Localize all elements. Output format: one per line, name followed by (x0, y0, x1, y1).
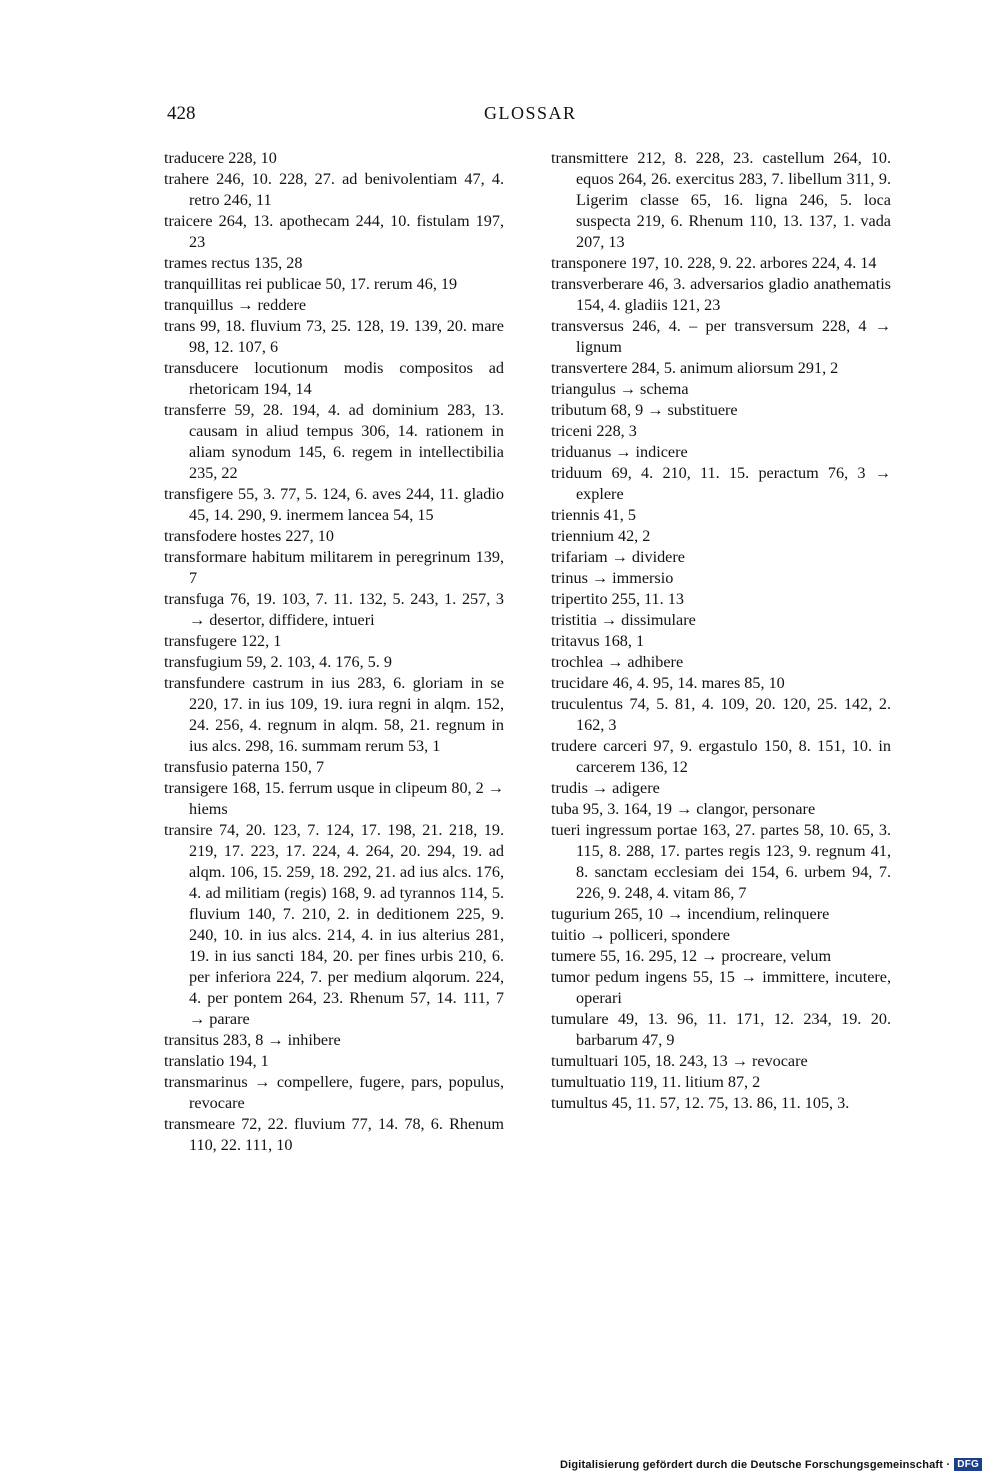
glossary-entry: tuitio → polliceri, spondere (551, 926, 730, 944)
glossary-entry: trochlea → adhibere (551, 653, 684, 671)
glossary-entry: transducere locutionum modis compositos ad rhetoricam 194, 14 (164, 359, 504, 398)
glossary-entry: tranquillus → reddere (164, 296, 307, 314)
glossary-entry: transfundere castrum in ius 283, 6. gloriam in se 220, 17. in ius 109, 19. iura regni in alqm. 152, 24. 256, 4. regnum in alqm. 58, 21. regnum in ius alcs. 298, 16. summam rerum 53, 1 (164, 674, 504, 755)
glossary-entry: tributum 68, 9 → substituere (551, 401, 738, 419)
glossary-entry: transmittere 212, 8. 228, 23. castellum 264, 10. equos 264, 26. exercitus 283, 7. libellum 311, 9. Ligerim classe 65, 16. ligna 246, 5. loca suspecta 219, 6. Rhenum 110, 13. 137, 1. vada 207, 13 (551, 149, 891, 251)
glossary-entry: transfugere 122, 1 (164, 632, 282, 650)
page-number: 428 (167, 103, 196, 124)
glossary-left-column (164, 148, 504, 1156)
glossary-entry: transmarinus → compellere, fugere, pars, populus, revocare (164, 1073, 504, 1112)
glossary-entry: translatio 194, 1 (164, 1052, 269, 1070)
glossary-entry: tripertito 255, 11. 13 (551, 590, 684, 608)
glossary-entry: tueri ingressum portae 163, 27. partes 58, 10. 65, 3. 115, 8. 288, 17. partes regis 123, 9. regnum 41, 8. sanctam ecclesiam dei 154, 6. urbem 94, 7. 226, 9. 248, 4. vitam 86, 7 (551, 821, 891, 902)
glossary-entry: trudere carceri 97, 9. ergastulo 150, 8. 151, 10. in carcerem 136, 12 (551, 737, 891, 776)
glossary-entry: traicere 264, 13. apothecam 244, 10. fistulam 197, 23 (164, 212, 504, 251)
glossary-entry: transformare habitum militarem in peregrinum 139, 7 (164, 548, 504, 587)
glossary-entry: trucidare 46, 4. 95, 14. mares 85, 10 (551, 674, 785, 692)
glossary-entry: traducere 228, 10 (164, 149, 277, 167)
funding-footer (560, 1458, 982, 1471)
glossary-entry: triceni 228, 3 (551, 422, 637, 440)
glossary-entry: transfusio paterna 150, 7 (164, 758, 325, 776)
glossary-right-column (551, 148, 891, 1114)
glossary-entry: tumultuatio 119, 11. litium 87, 2 (551, 1073, 761, 1091)
glossary-entry: transfuga 76, 19. 103, 7. 11. 132, 5. 243, 1. 257, 3 → desertor, diffidere, intueri (164, 590, 504, 629)
glossary-entry: tumor pedum ingens 55, 15 → immittere, incutere, operari (551, 968, 891, 1007)
glossary-entry: transire 74, 20. 123, 7. 124, 17. 198, 21. 218, 19. 219, 17. 223, 17. 224, 4. 264, 20. 294, 19. ad alqm. 106, 15. 259, 18. 292, 21. ad ius alcs. 176, 4. ad militiam (regis) 168, 9. ad tyrannos 114, 5. fluvium 140, 7. 210, 2. in deditionem 225, 9. 240, 10. in ius alcs. 214, 4. in ius alterius 281, 19. in ius sancti 184, 20. per fines urbis 210, 6. per inferiora 224, 7. per medium alqorum. 224, 4. per pontem 264, 23. Rhenum 57, 14. 111, 7 → parare (164, 821, 504, 1028)
glossary-entry: transmeare 72, 22. fluvium 77, 14. 78, 6. Rhenum 110, 22. 111, 10 (164, 1115, 504, 1154)
glossary-entry: trifariam → dividere (551, 548, 685, 566)
glossary-entry: trudis → adigere (551, 779, 660, 797)
glossary-entry: transverberare 46, 3. adversarios gladio anathematis 154, 4. gladiis 121, 23 (551, 275, 891, 314)
glossary-entry: transitus 283, 8 → inhibere (164, 1031, 341, 1049)
glossary-entry: tuba 95, 3. 164, 19 → clangor, personare (551, 800, 816, 818)
glossary-entry: transponere 197, 10. 228, 9. 22. arbores 224, 4. 14 (551, 254, 877, 272)
glossary-entry: triduanus → indicere (551, 443, 688, 461)
glossary-entry: truculentus 74, 5. 81, 4. 109, 20. 120, 25. 142, 2. 162, 3 (551, 695, 891, 734)
glossary-entry: tranquillitas rei publicae 50, 17. rerum 46, 19 (164, 275, 458, 293)
glossary-entry: tritavus 168, 1 (551, 632, 645, 650)
dfg-logo: DFG (954, 1458, 982, 1471)
glossary-entry: triangulus → schema (551, 380, 689, 398)
glossary-entry: transfigere 55, 3. 77, 5. 124, 6. aves 244, 11. gladio 45, 14. 290, 9. inermem lancea 54, 15 (164, 485, 504, 524)
glossary-entry: triennium 42, 2 (551, 527, 651, 545)
glossary-entry: tristitia → dissimulare (551, 611, 696, 629)
glossary-entry: transigere 168, 15. ferrum usque in clipeum 80, 2 → hiems (164, 779, 504, 818)
glossary-entry: tumulare 49, 13. 96, 11. 171, 12. 234, 19. 20. barbarum 47, 9 (551, 1010, 891, 1049)
running-head: GLOSSAR (484, 103, 577, 123)
glossary-entry: trans 99, 18. fluvium 73, 25. 128, 19. 139, 20. mare 98, 12. 107, 6 (164, 317, 504, 356)
glossary-entry: tumultuari 105, 18. 243, 13 → revocare (551, 1052, 808, 1070)
glossary-entry: tumere 55, 16. 295, 12 → procreare, velum (551, 947, 832, 965)
glossary-entry: tugurium 265, 10 → incendium, relinquere (551, 905, 830, 923)
glossary-entry: transfugium 59, 2. 103, 4. 176, 5. 9 (164, 653, 392, 671)
glossary-entry: trahere 246, 10. 228, 27. ad benivolentiam 47, 4. retro 246, 11 (164, 170, 504, 209)
glossary-entry: transvertere 284, 5. animum aliorsum 291, 2 (551, 359, 839, 377)
glossary-entry: trinus → immersio (551, 569, 674, 587)
glossary-entry: tumultus 45, 11. 57, 12. 75, 13. 86, 11. 105, 3. (551, 1094, 850, 1112)
glossary-entry: triennis 41, 5 (551, 506, 636, 524)
glossary-entry: trames rectus 135, 28 (164, 254, 303, 272)
footer-text: Digitalisierung gefördert durch die Deutsche Forschungsgemeinschaft · (559, 1458, 951, 1471)
glossary-entry: transversus 246, 4. – per transversum 228, 4 → lignum (551, 317, 891, 356)
glossary-entry: triduum 69, 4. 210, 11. 15. peractum 76, 3 → explere (551, 464, 891, 503)
glossary-entry: transfodere hostes 227, 10 (164, 527, 334, 545)
glossary-entry: transferre 59, 28. 194, 4. ad dominium 283, 13. causam in aliud tempus 306, 14. rationem in aliam synodum 145, 6. regem in intellectibilia 235, 22 (164, 401, 504, 482)
